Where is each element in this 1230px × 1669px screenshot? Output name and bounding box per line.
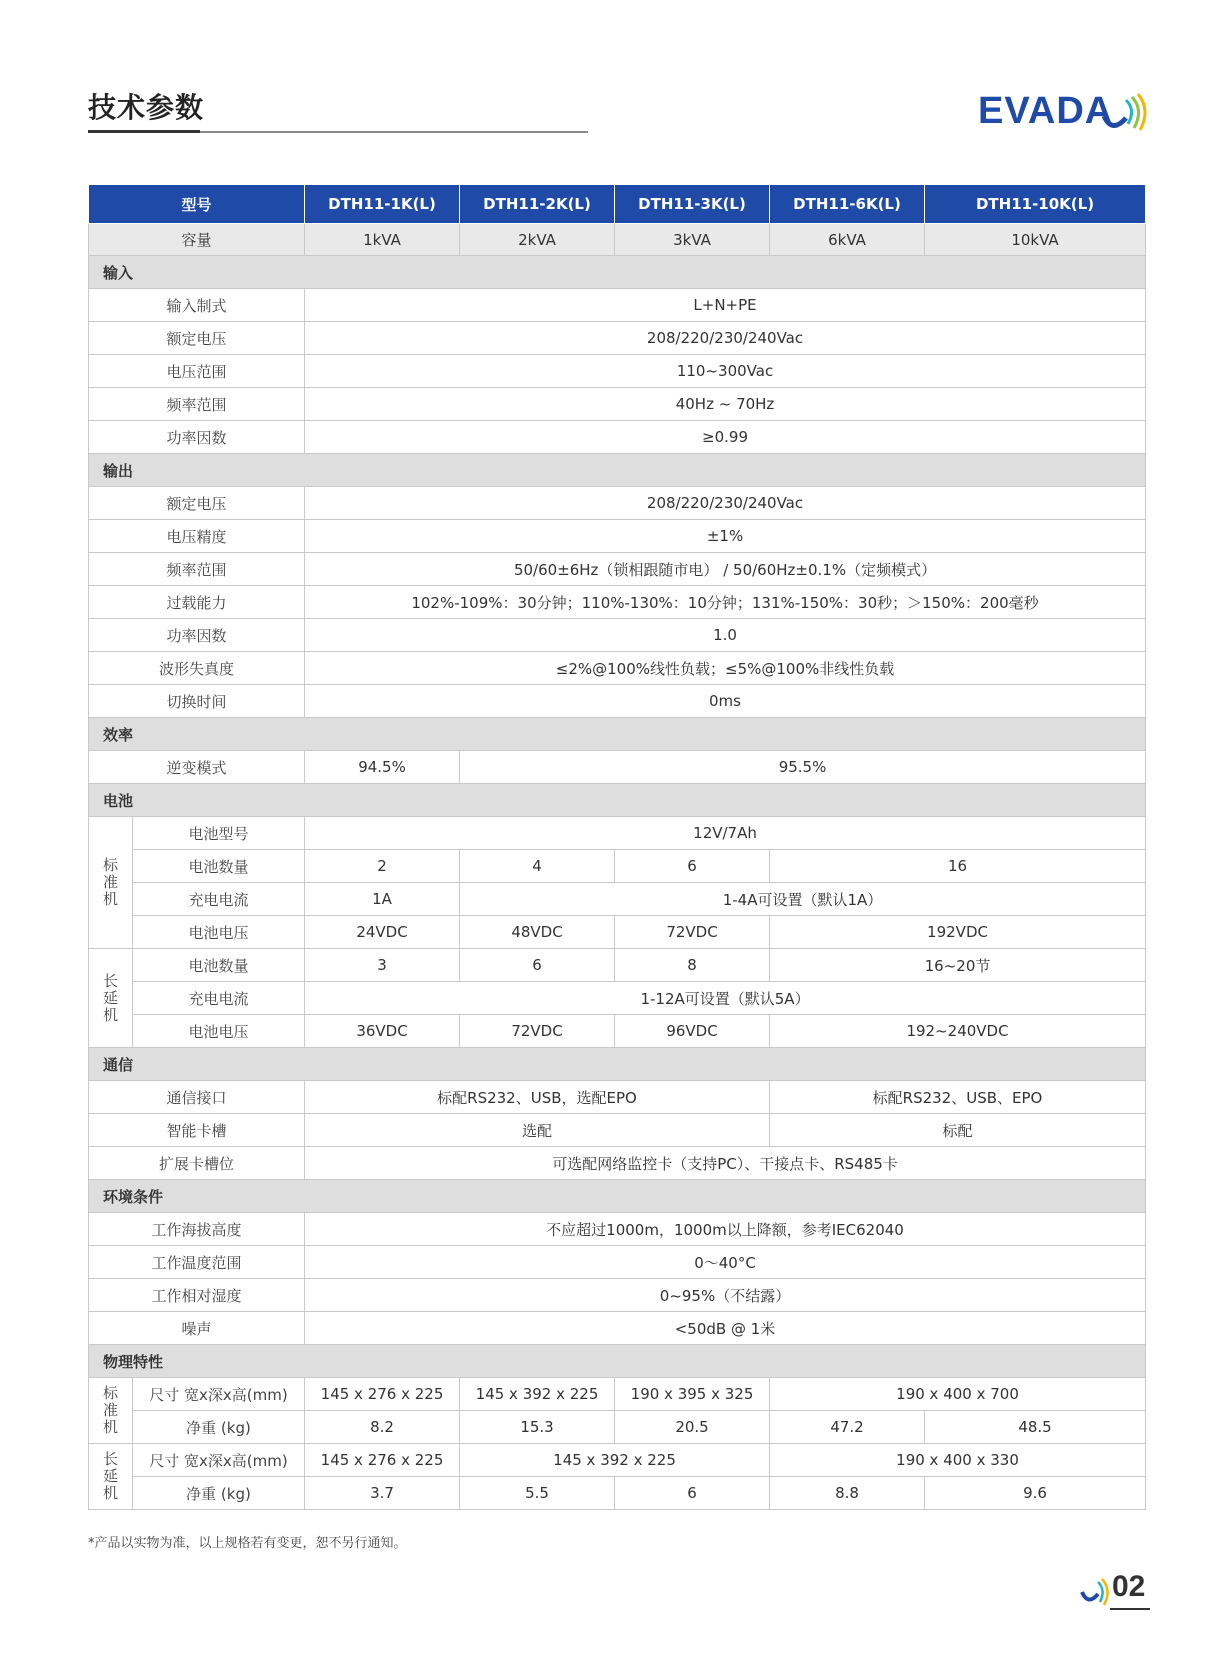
table-row [89,916,1146,949]
row-value: 192VDC [770,916,1146,949]
table-row [89,751,1146,784]
row-label: 过载能力 [89,586,305,619]
section-title: 电池 [89,784,1146,817]
row-label: 电池电压 [133,916,305,949]
table-row [89,388,1146,421]
row-label: 智能卡槽 [89,1114,305,1147]
page-number-block [1080,1570,1150,1610]
row-value: 0~95%（不结露） [305,1279,1146,1312]
section-battery [89,784,1146,817]
row-value: 208/220/230/240Vac [305,322,1146,355]
row-label: 电池数量 [133,850,305,883]
row-value: 标配RS232、USB，选配EPO [305,1081,770,1114]
table-row [89,487,1146,520]
row-value: 16 [770,850,1146,883]
group-label-long: 长 延 机 [89,1444,133,1510]
row-label: 功率因数 [89,619,305,652]
model-2k: DTH11-2K(L) [460,185,615,224]
section-input [89,256,1146,289]
row-label: 额定电压 [89,487,305,520]
table-row [89,619,1146,652]
row-value: 4 [460,850,615,883]
row-value: 24VDC [305,916,460,949]
capacity-cell: 10kVA [925,224,1146,256]
row-value: 0ms [305,685,1146,718]
row-value: 110~300Vac [305,355,1146,388]
row-label: 电池型号 [133,817,305,850]
section-efficiency [89,718,1146,751]
group-label-standard: 标 准 机 [89,817,133,949]
row-label: 充电电流 [133,883,305,916]
section-output [89,454,1146,487]
row-label: 通信接口 [89,1081,305,1114]
logo-wave-icon [1096,88,1148,136]
row-value: ≥0.99 [305,421,1146,454]
logo-text: EVADA [978,90,1114,132]
row-value: 145 x 392 x 225 [460,1378,615,1411]
capacity-cell: 2kVA [460,224,615,256]
section-title: 效率 [89,718,1146,751]
model-3k: DTH11-3K(L) [615,185,770,224]
row-value: 20.5 [615,1411,770,1444]
row-label: 频率范围 [89,388,305,421]
row-label: 工作温度范围 [89,1246,305,1279]
row-value: L+N+PE [305,289,1146,322]
row-value: 8.8 [770,1477,925,1510]
section-title: 输出 [89,454,1146,487]
table-row [89,1147,1146,1180]
row-value: 48VDC [460,916,615,949]
row-value: 2 [305,850,460,883]
page-number: 02 [1112,1570,1146,1603]
table-row [89,949,1146,982]
table-row [89,355,1146,388]
row-value: 40Hz ~ 70Hz [305,388,1146,421]
row-label: 尺寸 宽x深x高(mm) [133,1378,305,1411]
row-value: 6 [615,1477,770,1510]
row-label: 输入制式 [89,289,305,322]
table-row [89,289,1146,322]
row-value: 16~20节 [770,949,1146,982]
model-1k: DTH11-1K(L) [305,185,460,224]
section-environment [89,1180,1146,1213]
row-label: 电压范围 [89,355,305,388]
table-row [89,421,1146,454]
table-row [89,1114,1146,1147]
table-row [89,1444,1146,1477]
table-row [89,982,1146,1015]
row-value: 15.3 [460,1411,615,1444]
row-label: 扩展卡槽位 [89,1147,305,1180]
table-row [89,1477,1146,1510]
section-title: 输入 [89,256,1146,289]
table-row [89,817,1146,850]
row-value: 8.2 [305,1411,460,1444]
row-value: 6 [460,949,615,982]
row-value: ≤2%@100%线性负载；≤5%@100%非线性负载 [305,652,1146,685]
table-row [89,1411,1146,1444]
row-label: 功率因数 [89,421,305,454]
row-label: 切换时间 [89,685,305,718]
row-value: 192~240VDC [770,1015,1146,1048]
row-label: 电压精度 [89,520,305,553]
row-value: 1.0 [305,619,1146,652]
row-label: 频率范围 [89,553,305,586]
model-label: 型号 [89,185,305,224]
section-title: 通信 [89,1048,1146,1081]
row-value: 47.2 [770,1411,925,1444]
row-label: 逆变模式 [89,751,305,784]
evada-logo [978,88,1148,136]
row-value: 5.5 [460,1477,615,1510]
section-title: 环境条件 [89,1180,1146,1213]
row-value: 48.5 [925,1411,1146,1444]
title-underline [88,131,588,133]
row-value: 1-12A可设置（默认5A） [305,982,1146,1015]
row-value: 9.6 [925,1477,1146,1510]
row-value: 72VDC [615,916,770,949]
capacity-row [89,224,1146,256]
row-value: ±1% [305,520,1146,553]
row-value: 36VDC [305,1015,460,1048]
table-row [89,1081,1146,1114]
row-value: 208/220/230/240Vac [305,487,1146,520]
page-wave-icon [1080,1574,1112,1610]
row-label: 净重 (kg) [133,1411,305,1444]
row-value: 8 [615,949,770,982]
row-value: 3 [305,949,460,982]
table-row [89,1213,1146,1246]
row-value: 标配 [770,1114,1146,1147]
row-label: 充电电流 [133,982,305,1015]
group-label-long: 长 延 机 [89,949,133,1048]
row-label: 额定电压 [89,322,305,355]
row-value: 1A [305,883,460,916]
row-value: 145 x 276 x 225 [305,1378,460,1411]
row-value: 102%-109%：30分钟；110%-130%：10分钟；131%-150%：30秒；＞150%：200毫秒 [305,586,1146,619]
row-label: 工作海拔高度 [89,1213,305,1246]
row-value: 190 x 395 x 325 [615,1378,770,1411]
row-label: 噪声 [89,1312,305,1345]
capacity-cell: 6kVA [770,224,925,256]
row-label: 电池电压 [133,1015,305,1048]
row-value: 1-4A可设置（默认1A） [460,883,1146,916]
group-label-standard: 标 准 机 [89,1378,133,1444]
row-value: 96VDC [615,1015,770,1048]
table-row [89,883,1146,916]
table-row [89,1279,1146,1312]
row-value: 94.5% [305,751,460,784]
table-row [89,1246,1146,1279]
row-label: 电池数量 [133,949,305,982]
table-row [89,1015,1146,1048]
model-header-row [89,185,1146,224]
table-row [89,652,1146,685]
row-value: 50/60±6Hz（锁相跟随市电） / 50/60Hz±0.1%（定频模式） [305,553,1146,586]
page-title: 技术参数 [88,91,205,124]
row-value: 190 x 400 x 700 [770,1378,1146,1411]
table-row [89,520,1146,553]
row-value: 0～40°C [305,1246,1146,1279]
footnote: *产品以实物为准，以上规格若有变更，恕不另行通知。 [88,1536,407,1551]
table-row [89,1378,1146,1411]
section-comm [89,1048,1146,1081]
row-value: 不应超过1000m，1000m以上降额，参考IEC62040 [305,1213,1146,1246]
row-value: 95.5% [460,751,1146,784]
model-6k: DTH11-6K(L) [770,185,925,224]
table-row [89,586,1146,619]
table-row [89,685,1146,718]
row-value: 选配 [305,1114,770,1147]
row-label: 工作相对湿度 [89,1279,305,1312]
row-label: 波形失真度 [89,652,305,685]
table-row [89,322,1146,355]
table-row [89,553,1146,586]
section-title: 物理特性 [89,1345,1146,1378]
model-10k: DTH11-10K(L) [925,185,1146,224]
spec-table [88,184,1146,1510]
section-physical [89,1345,1146,1378]
capacity-cell: 1kVA [305,224,460,256]
row-value: 145 x 392 x 225 [460,1444,770,1477]
row-value: 72VDC [460,1015,615,1048]
row-value: 标配RS232、USB、EPO [770,1081,1146,1114]
table-row [89,850,1146,883]
row-value: 145 x 276 x 225 [305,1444,460,1477]
row-value: 12V/7Ah [305,817,1146,850]
row-value: 6 [615,850,770,883]
row-value: <50dB @ 1米 [305,1312,1146,1345]
row-label: 尺寸 宽x深x高(mm) [133,1444,305,1477]
capacity-label: 容量 [89,224,305,256]
table-row [89,1312,1146,1345]
capacity-cell: 3kVA [615,224,770,256]
row-value: 可选配网络监控卡（支持PC）、干接点卡、RS485卡 [305,1147,1146,1180]
row-value: 3.7 [305,1477,460,1510]
row-label: 净重 (kg) [133,1477,305,1510]
row-value: 190 x 400 x 330 [770,1444,1146,1477]
